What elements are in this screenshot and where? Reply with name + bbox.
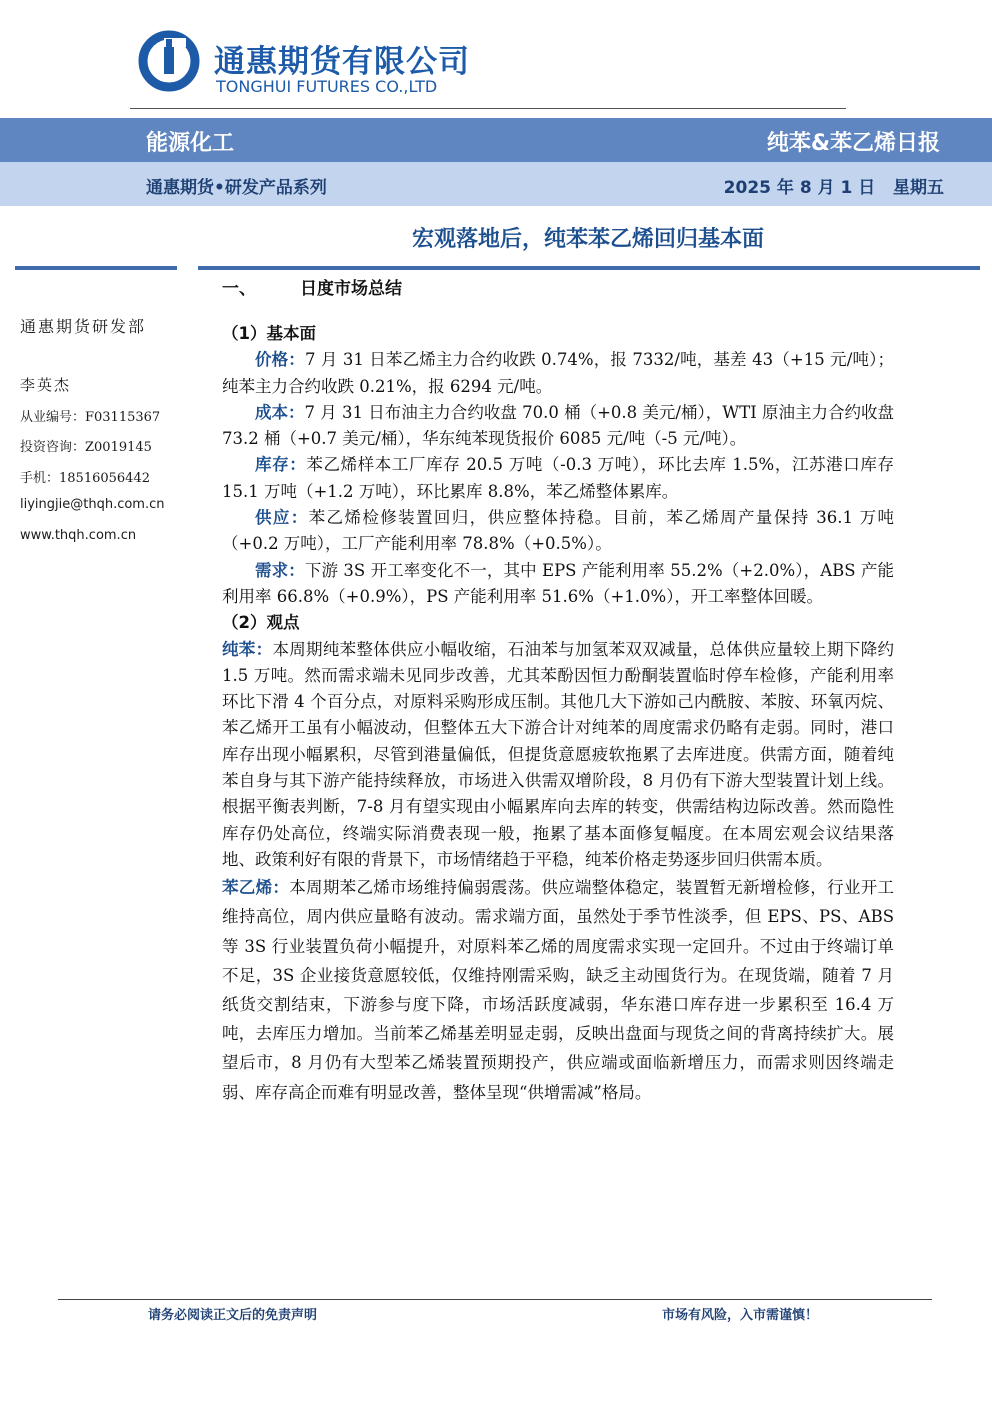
supply-text: 苯乙烯检修装置回归，供应整体持稳。目前，苯乙烯周产量保持 36.1 万吨（+0.2 万吨），工厂产能利用率 78.8%（+0.5%）。 <box>222 508 894 554</box>
header-divider <box>130 108 846 109</box>
price-text: 7 月 31 日苯乙烯主力合约收跌 0.74%，报 7332/吨，基差 43（+15 元/吨）；纯苯主力合约收跌 0.21%，报 6294 元/吨。 <box>222 350 894 396</box>
company-name-cn: 通惠期货有限公司 <box>214 44 470 80</box>
page-headline: 宏观落地后，纯苯苯乙烯回归基本面 <box>411 227 764 252</box>
supply-paragraph <box>222 505 894 558</box>
company-logo-icon <box>138 30 200 92</box>
sidebar-divider <box>15 266 177 270</box>
inventory-label: 库存： <box>255 455 307 475</box>
styrene-view-text: 本周期苯乙烯市场维持偏弱震荡。供应端整体稳定，装置暂无新增检修，行业开工维持高位，周内供应量略有波动。需求端方面，虽然处于季节性淡季，但 EPS、PS、ABS 等 3S 行业装置负荷小幅提升，对原料苯乙烯的周度需求实现一定回升。不过由于终端订单不足，3S 企业接货意愿较低，仅维持刚需采购，缺乏主动囤货行为。在现货端，随着 7 月纸货交割结束，下游参与度下降，市场活跃度减弱，华东港口库存进一步累积至 16.4 万吨，去库压力增加。当前苯乙烯基差明显走弱，反映出盘面与现货之间的背离持续扩大。展望后市，8 月仍有大型苯乙烯装置预期投产，供应端或面临新增压力，而需求则因终端走弱、库存高企而难有明显改善，整体呈现“供增需减”格局。 <box>222 878 895 1102</box>
supply-label: 供应： <box>255 508 309 528</box>
section-number: 一、 <box>222 279 256 299</box>
benzene-label: 纯苯： <box>222 639 273 659</box>
report-date: 2025 年 8 月 1 日 星期五 <box>723 178 944 198</box>
styrene-view-paragraph <box>222 873 894 1107</box>
demand-label: 需求： <box>255 560 305 580</box>
report-title: 纯苯&苯乙烯日报 <box>766 131 940 156</box>
risk-warning: 市场有风险，入市需谨慎！ <box>661 1308 818 1323</box>
fundamentals-heading: （1）基本面 <box>222 324 316 343</box>
series-banner <box>0 162 992 206</box>
inventory-text: 苯乙烯样本工厂库存 20.5 万吨（-0.3 万吨），环比去库 1.5%，江苏港口库存 15.1 万吨（+1.2 万吨），环比累库 8.8%，苯乙烯整体累库。 <box>222 455 895 501</box>
cost-label: 成本： <box>255 402 305 422</box>
demand-paragraph <box>222 558 894 611</box>
report-series: 通惠期货•研发产品系列 <box>146 178 327 198</box>
disclaimer-note: 请务必阅读正文后的免责声明 <box>148 1308 318 1323</box>
styrene-label: 苯乙烯： <box>222 878 290 898</box>
analyst-name: 李英杰 <box>20 376 72 394</box>
phone-number: 手机：18516056442 <box>20 471 150 486</box>
demand-text: 下游 3S 开工率变化不一，其中 EPS 产能利用率 55.2%（+2.0%），ABS 产能利用率 66.8%（+0.9%），PS 产能利用率 51.6%（+1.0%），开工率整体回暖。 <box>222 560 895 606</box>
category-banner <box>0 118 992 162</box>
section-heading <box>222 276 894 302</box>
consult-number: 投资咨询：Z0019145 <box>20 440 152 455</box>
cost-paragraph <box>222 400 894 453</box>
cost-text: 7 月 31 日布油主力合约收盘 70.0 桶（+0.8 美元/桶），WTI 原油主力合约收盘 73.2 桶（+0.7 美元/桶），华东纯苯现货报价 6085 元/吨（-5 元/吨）。 <box>222 402 895 449</box>
benzene-view-paragraph <box>222 637 894 874</box>
footer-divider <box>58 1299 932 1300</box>
price-label: 价格： <box>255 350 305 370</box>
license-number: 从业编号：F03115367 <box>20 410 161 425</box>
department-name: 通惠期货研发部 <box>20 317 147 336</box>
website-link[interactable]: www.thqh.com.cn <box>20 528 137 543</box>
views-heading: （2）观点 <box>222 613 300 633</box>
main-content <box>222 276 894 1107</box>
report-category: 能源化工 <box>146 131 235 156</box>
company-name-en: TONGHUI FUTURES CO.,LTD <box>216 77 438 96</box>
email-link[interactable]: liyingjie@thqh.com.cn <box>20 497 165 512</box>
benzene-view-text: 本周期纯苯整体供应小幅收缩，石油苯与加氢苯双双减量，总体供应量较上期下降约 1.5 万吨。然而需求端未见同步改善，尤其苯酚因恒力酚酮装置临时停车检修，产能利用率环比下滑 4 个百分点，对原料采购形成压制。其他几大下游如己内酰胺、苯胺、环氧丙烷、苯乙烯开工虽有小幅波动，但整体五大下游合计对纯苯的周度需求仍略有走弱。同时，港口库存出现小幅累积，尽管到港量偏低，但提货意愿疲软拖累了去库进度。供需方面，随着纯苯自身与其下游产能持续释放，市场进入供需双增阶段，8 月仍有下游大型装置计划上线。根据平衡表判断，7-8 月有望实现由小幅累库向去库的转变，供需结构边际改善。然而隐性库存仍处高位，终端实际消费表现一般，拖累了基本面修复幅度。在本周宏观会议结果落地、政策利好有限的背景下，市场情绪趋于平稳，纯苯价格走势逐步回归供需本质。 <box>222 639 895 869</box>
inventory-paragraph <box>222 452 894 505</box>
content-divider <box>198 266 980 270</box>
price-paragraph <box>222 347 894 400</box>
section-title: 日度市场总结 <box>300 279 402 299</box>
